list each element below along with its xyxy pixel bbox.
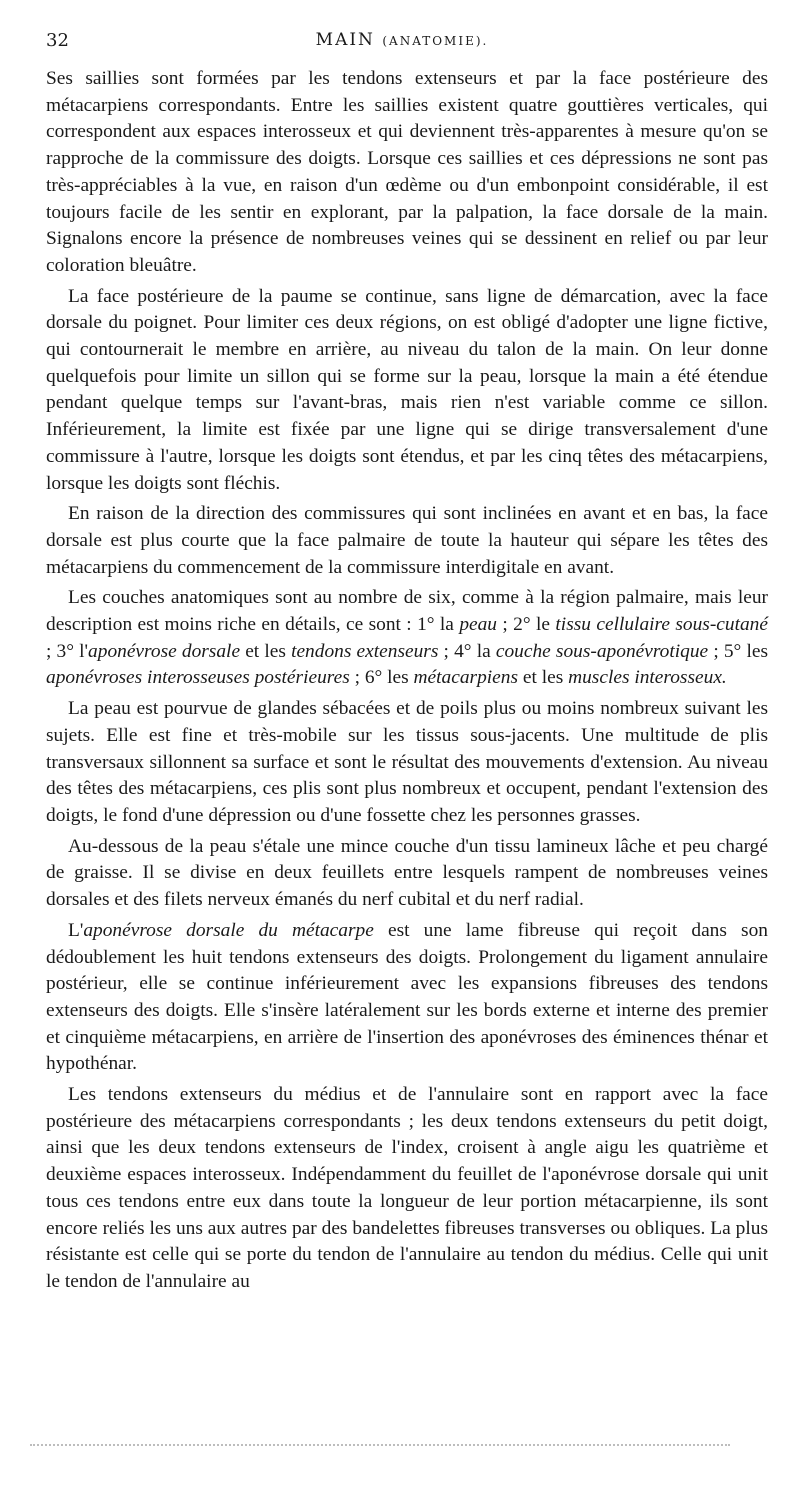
text-run: ; 4° la — [438, 640, 496, 662]
paragraph-5 — [46, 696, 768, 830]
page-header — [46, 30, 758, 58]
italic-term: peau — [459, 614, 498, 636]
running-head — [46, 30, 758, 50]
paragraph-8 — [46, 1082, 768, 1296]
text-run: Au-dessous de la peau s'étale une mince couche d'un tissu lamineux lâche et peu chargé de graisse. Il se divise en deux feuillets entre lesquels rampent de nombreuses veines dorsales et des filets nerveux émanés du nerf cubital et du nerf radial. — [46, 835, 768, 911]
running-head-subtitle: (ANATOMIE). — [382, 34, 489, 48]
paragraph-1 — [46, 66, 768, 280]
running-head-title: MAIN — [315, 30, 375, 50]
text-run: ; 2° le — [497, 614, 556, 636]
text-run: Les couches anatomiques sont au nombre de six, comme à la région palmaire, mais leur description est moins riche en détails, ce sont : 1° la — [46, 587, 768, 636]
text-run: En raison de la direction des commissures qui sont inclinées en avant et en bas, la face dorsale est plus courte que la face palmaire de toute la hauteur qui sépare les têtes des métacarpiens du commencement de la commissure interdigitale en avant. — [46, 503, 768, 578]
text-run: La face postérieure de la paume se continue, sans ligne de démarcation, avec la face dorsale du poignet. Pour limiter ces deux régions, on est obligé d'adopter une ligne fictive, qui contournerait le membre en arrière, au niveau du talon de la main. On leur donne quelquefois pour limite un sillon qui se forme sur la peau, lorsque la main a été étendue pendant quelque temps sur l'avant-bras, mais rien n'est variable comme ce sillon. Inférieurement, la limite est fixée par une ligne qui se dirige transversalement d'une commissure à l'autre, lorsque les doigts sont étendus, et par les cinq têtes des métacarpiens, lorsque les doigts sont fléchis. — [46, 285, 768, 494]
paragraph-7 — [46, 918, 768, 1078]
paragraph-6 — [46, 834, 768, 914]
body-text — [46, 66, 768, 1300]
italic-term: aponévrose dorsale du métacarpe — [83, 919, 374, 941]
italic-term: couche sous-aponévrotique — [495, 640, 709, 662]
footer-rule — [30, 1444, 730, 1446]
paragraph-2 — [46, 284, 768, 498]
italic-term: tendons extenseurs — [291, 640, 439, 662]
text-run: ; 6° les — [349, 667, 414, 689]
paragraph-4 — [46, 585, 768, 692]
text-run: Ses saillies sont formées par les tendons extenseurs et par la face postérieure des métacarpiens correspondants. Entre les saillies existent quatre gouttières verticales, qui correspondent aux espaces interosseux et qui deviennent très-apparentes à mesure qu'on se rapproche de la commissure des doigts. Lorsque ces saillies et ces dépressions ne sont pas très-appréciables à la vue, en raison d'un œdème ou d'un embonpoint considérable, il est toujours facile de les sentir en explorant, par la palpation, la face dorsale de la main. Signalons encore la présence de nombreuses veines qui se dessinent en relief ou par leur coloration bleuâtre. — [46, 68, 768, 276]
text-run: La peau est pourvue de glandes sébacées et de poils plus ou moins nombreux suivant les sujets. Elle est fine et très-mobile sur les tissus sous-jacents. Une multitude de plis transversaux sillonnent sa surface et sont le résultat des mouvements d'extension. Au niveau des têtes des métacarpiens, ces plis sont plus nombreux et occupent, pendant l'extension des doigts, le fond d'une dépression ou d'une fossette chez les personnes grasses. — [46, 698, 768, 826]
italic-term: aponévrose dorsale — [88, 640, 241, 662]
text-run: est une lame fibreuse qui reçoit dans son dédoublement les huit tendons extenseurs des doigts. Prolongement du ligament annulaire postérieur, elle se continue inférieurement avec les expansions fibreuses des tendons extenseurs des doigts. Elle s'insère latéralement sur les bords externe et interne des premier et cinquième métacarpiens, en arrière de l'insertion des aponévroses des éminences thénar et hypothénar. — [46, 919, 768, 1075]
text-run: ; 3° l' — [46, 640, 89, 662]
paragraph-3 — [46, 501, 768, 581]
text-run: Les tendons extenseurs du médius et de l'annulaire sont en rapport avec la face postérieure des métacarpiens correspondants ; les deux tendons extenseurs du petit doigt, ainsi que les deux tendons extenseurs de l'index, croisent à angle aigu les quatrième et deuxième espaces interosseux. Indépendamment du feuillet de l'aponévrose dorsale qui unit tous ces tendons entre eux dans toute la longueur de leur portion métacarpienne, ils sont encore reliés les uns aux autres par des bandelettes fibreuses transverses ou obliques. La plus résistante est celle qui se porte du tendon de l'annulaire au tendon du médius. Celle qui unit le tendon de l'annulaire au — [46, 1084, 768, 1292]
text-run: ; 5° les — [708, 640, 769, 662]
text-run: L' — [68, 919, 84, 941]
text-run: et les — [518, 667, 569, 689]
italic-term: métacarpiens — [413, 667, 519, 689]
text-run: et les — [240, 640, 292, 662]
italic-term: aponévroses interosseuses postérieures — [46, 667, 350, 689]
page-number: 32 — [46, 30, 69, 51]
italic-term: muscles interosseux. — [568, 667, 727, 689]
italic-term: tissu cellulaire sous-cutané — [555, 614, 768, 636]
